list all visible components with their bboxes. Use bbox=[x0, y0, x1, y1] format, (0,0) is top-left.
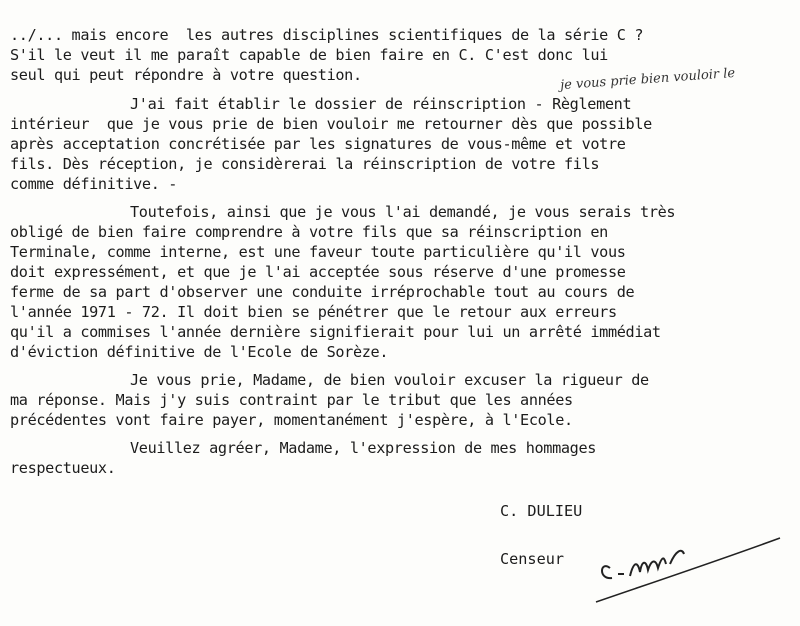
paragraph-4-line-1: Je vous prie, Madame, de bien vouloir excuser la rigueur de bbox=[130, 371, 649, 389]
paragraph-2-line-3: après acceptation concrétisée par les signatures de vous-même et votre bbox=[10, 135, 626, 153]
signatory-role: Censeur bbox=[500, 550, 565, 568]
paragraph-1-line-3: seul qui peut répondre à votre question. bbox=[10, 66, 362, 84]
paragraph-3-line-4: doit expressément, et que je l'ai acceptée sous réserve d'une promesse bbox=[10, 263, 626, 281]
paragraph-1-line-1: ../... mais encore les autres disciplines scientifiques de la série C ? bbox=[10, 26, 644, 44]
paragraph-3-line-1: Toutefois, ainsi que je vous l'ai demandé, je vous serais très bbox=[130, 203, 676, 221]
paragraph-1-line-2: S'il le veut il me paraît capable de bien faire en C. C'est donc lui bbox=[10, 46, 608, 64]
paragraph-3-line-6: l'année 1971 - 72. Il doit bien se pénétrer que le retour aux erreurs bbox=[10, 303, 617, 321]
paragraph-3-line-8: d'éviction définitive de l'Ecole de Sorèze. bbox=[10, 343, 389, 361]
paragraph-2-line-2: intérieur que je vous prie de bien vouloir me retourner dès que possible bbox=[10, 115, 652, 133]
paragraph-3-line-5: ferme de sa part d'observer une conduite irréprochable tout au cours de bbox=[10, 283, 635, 301]
paragraph-2-line-5: comme définitive. - bbox=[10, 175, 178, 193]
paragraph-4-line-2: ma réponse. Mais j'y suis contraint par le tribut que les années bbox=[10, 391, 573, 409]
paragraph-3-line-2: obligé de bien faire comprendre à votre fils que sa réinscription en bbox=[10, 223, 608, 241]
paragraph-5-line-2: respectueux. bbox=[10, 459, 116, 477]
signatory-name: C. DULIEU bbox=[500, 502, 583, 520]
paragraph-4-line-3: précédentes vont faire payer, momentanément j'espère, à l'Ecole. bbox=[10, 411, 573, 429]
handwritten-note: je vous prie bien vouloir le bbox=[559, 65, 736, 94]
paragraph-3-line-7: qu'il a commises l'année dernière signifierait pour lui un arrêté immédiat bbox=[10, 323, 661, 341]
paragraph-2-line-4: fils. Dès réception, je considèrerai la réinscription de votre fils bbox=[10, 155, 600, 173]
paragraph-3-line-3: Terminale, comme interne, est une faveur toute particulière qu'il vous bbox=[10, 243, 626, 261]
handwritten-signature bbox=[590, 520, 790, 610]
paragraph-5-line-1: Veuillez agréer, Madame, l'expression de mes hommages bbox=[130, 439, 597, 457]
paragraph-2-line-1: J'ai fait établir le dossier de réinscription - Règlement bbox=[130, 95, 632, 113]
